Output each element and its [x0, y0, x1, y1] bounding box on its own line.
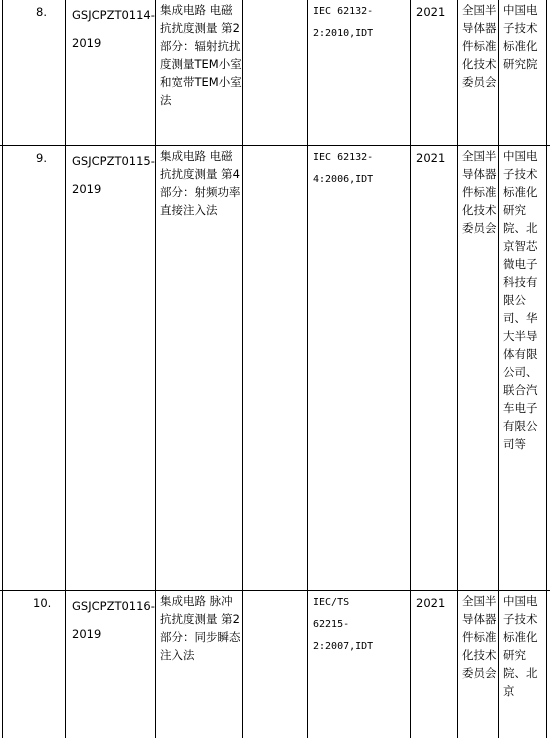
- row-border: [0, 145, 550, 146]
- committee: 全国半导体器件标准化技术委员会: [462, 594, 497, 680]
- row-number: 9.: [36, 151, 47, 165]
- standard-code: GSJCPZT0115- 2019: [72, 154, 155, 196]
- international-standard-ref: IEC/TS 62215- 2:2007,IDT: [313, 597, 374, 652]
- col-border: [307, 0, 308, 738]
- row-border: [0, 590, 550, 591]
- standard-name: 集成电路 电磁抗扰度测量 第2部分：辐射抗扰度测量TEM小室和宽带TEM小室法: [160, 3, 242, 107]
- col-border: [546, 0, 547, 738]
- col-border: [242, 0, 243, 738]
- col-border: [155, 0, 156, 738]
- row-number: 10.: [33, 596, 52, 610]
- row-number: 8.: [36, 5, 47, 19]
- international-standard-ref: IEC 62132- 2:2010,IDT: [313, 6, 374, 39]
- standard-name: 集成电路 脉冲抗扰度测量 第2部分：同步瞬态注入法: [160, 594, 241, 662]
- col-border: [410, 0, 411, 738]
- committee: 全国半导体器件标准化技术委员会: [462, 3, 497, 89]
- standard-code: GSJCPZT0114- 2019: [72, 8, 155, 50]
- col-border: [65, 0, 66, 738]
- drafting-unit: 中国电子技术标准化研究院、北京智芯微电子科技有限公司、华大半导体有限公司、联合汽车电子有限公司等: [503, 149, 538, 451]
- drafting-unit: 中国电子技术标准化研究院: [503, 3, 538, 71]
- standard-code: GSJCPZT0116- 2019: [72, 599, 155, 641]
- committee: 全国半导体器件标准化技术委员会: [462, 149, 497, 235]
- col-border: [498, 0, 499, 738]
- standard-name: 集成电路 电磁抗扰度测量 第4部分：射频功率直接注入法: [160, 149, 241, 217]
- drafting-unit: 中国电子技术标准化研究院、北京: [503, 594, 538, 698]
- col-border: [2, 0, 3, 738]
- col-border: [457, 0, 458, 738]
- completion-year: 2021: [416, 151, 446, 165]
- completion-year: 2021: [416, 596, 446, 610]
- completion-year: 2021: [416, 5, 446, 19]
- international-standard-ref: IEC 62132- 4:2006,IDT: [313, 152, 374, 185]
